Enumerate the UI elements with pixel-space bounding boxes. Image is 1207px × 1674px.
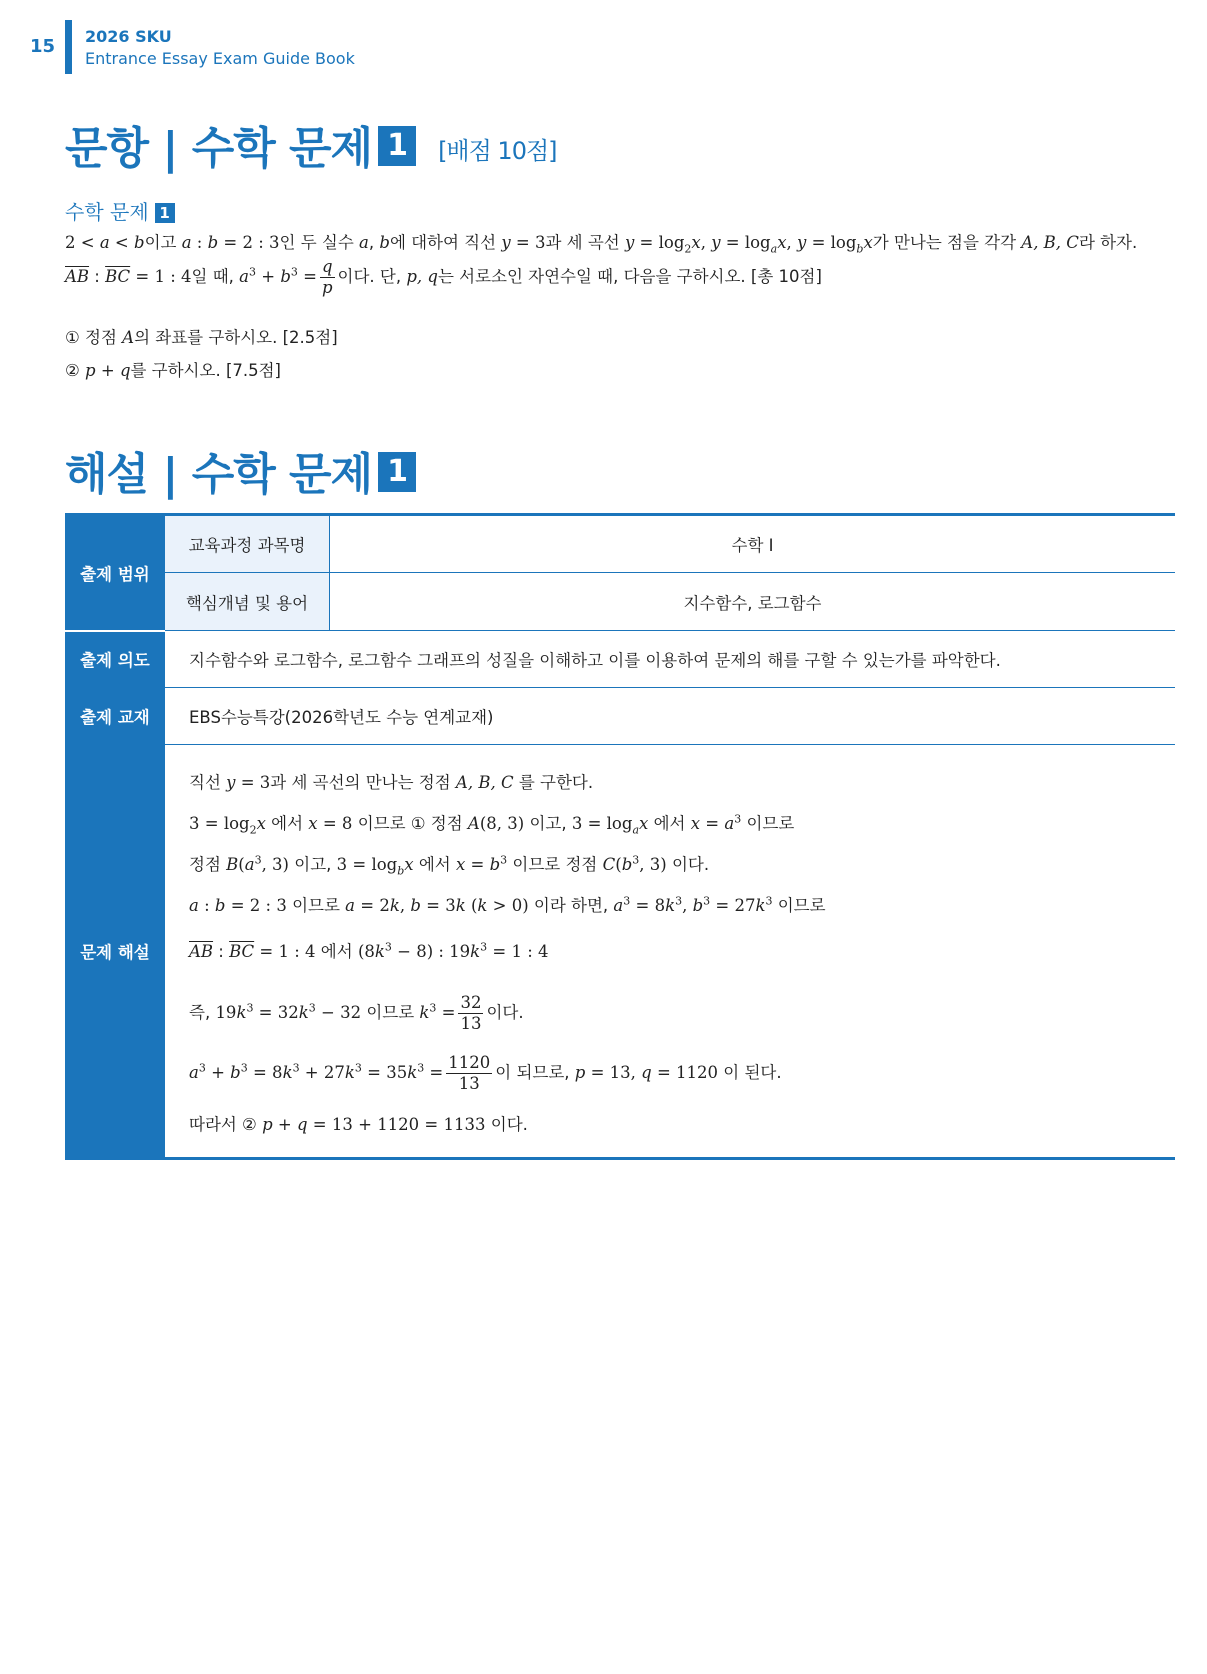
label-solution: 문제 해설 bbox=[65, 745, 165, 1159]
solution-heading-text: 해설 | 수학 문제 bbox=[65, 449, 373, 500]
solution-line-3: 정점 $B(a^3$, 3) 이고, $3 = \log_bx$ 에서 $x = b^3$ 이므로 정점 $C(b^3$, 3) 이다. bbox=[189, 853, 710, 878]
value-concept: 지수함수, 로그함수 bbox=[330, 573, 1176, 631]
header-line1: 2026 SKU bbox=[85, 27, 172, 46]
page-number: 15 bbox=[30, 36, 56, 57]
sub-question-2: ② p + q를 구하시오. [7.5점] bbox=[65, 361, 281, 380]
label-course: 교육과정 과목명 bbox=[165, 515, 330, 573]
solution-table bbox=[65, 513, 1175, 1160]
label-scope: 출제 범위 bbox=[65, 515, 165, 631]
value-textbook: EBS수능특강(2026학년도 수능 연계교재) bbox=[165, 688, 1175, 745]
solution-heading bbox=[65, 438, 416, 502]
solution-line-5: $\overline{AB}$ : $\overline{BC} = 1$ : 4 에서 $(8k^3 - 8)$ : $19k^3 = 1$ : 4 bbox=[189, 940, 549, 961]
label-concept: 핵심개념 및 용어 bbox=[165, 573, 330, 631]
header-accent-bar bbox=[65, 20, 72, 74]
solution-line-7: $a^3 + b^3 = 8k^3 + 27k^3 = 35k^3$ = $\frac{1120}{13}$ 이 되므로, p = 13, q = 1120 이 된다. bbox=[189, 1053, 782, 1093]
problem-line-2: $\overline{AB}$ : $\overline{BC} = 1$ : 4일 때, $a^3 + b^3$ = $\frac{q}{p}$ 이다. 단, p, q는 서로소인 자연수일 때, 다음을 구하시오. [총 10점] bbox=[65, 257, 822, 297]
label-textbook: 출제 교재 bbox=[65, 688, 165, 745]
question-badge: 1 bbox=[378, 126, 416, 166]
question-heading-text: 문항 | 수학 문제 bbox=[65, 123, 373, 174]
question-subtitle bbox=[65, 196, 175, 225]
solution-line-8: 따라서 ② p + q = 13 + 1120 = 1133 이다. bbox=[189, 1115, 528, 1134]
question-points: [배점 10점] bbox=[438, 137, 557, 165]
solution-badge: 1 bbox=[378, 452, 416, 492]
question-subtitle-badge: 1 bbox=[155, 203, 175, 223]
value-intent: 지수함수와 로그함수, 로그함수 그래프의 성질을 이해하고 이를 이용하여 문제의 해를 구할 수 있는가를 파악한다. bbox=[165, 631, 1175, 688]
header-title bbox=[85, 26, 355, 70]
solution-line-6: 즉, $19k^3 = 32k^3 - 32$ 이므로 $k^3$ = $\frac{32}{13}$ 이다. bbox=[189, 993, 524, 1033]
label-intent: 출제 의도 bbox=[65, 631, 165, 688]
solution-body bbox=[165, 745, 1175, 1159]
solution-line-4: a : b = 2 : 3 이므로 a = 2k, b = 3k (k > 0) 이라 하면, $a^3 = 8k^3$, $b^3 = 27k^3$ 이므로 bbox=[189, 894, 826, 915]
header-line2: Entrance Essay Exam Guide Book bbox=[85, 49, 355, 68]
problem-line-1: 2 < a < b이고 a : b = 2 : 3인 두 실수 a, b에 대하여 직선 y = 3과 세 곡선 $y = \log_2x$, $y = \log_ax$, $y = \log_bx$가 만나는 점을 각각 A, B, C라 하자. bbox=[65, 233, 1138, 256]
question-subtitle-text: 수학 문제 bbox=[65, 200, 149, 224]
question-heading bbox=[65, 112, 557, 176]
value-course: 수학 I bbox=[330, 515, 1176, 573]
solution-line-2: $3 = \log_2x$ 에서 x = 8 이므로 ① 정점 A(8, 3) 이고, $3 = \log_ax$ 에서 $x = a^3$ 이므로 bbox=[189, 812, 795, 837]
sub-question-1: ① 정점 A의 좌표를 구하시오. [2.5점] bbox=[65, 328, 338, 347]
solution-line-1: 직선 y = 3과 세 곡선의 만나는 정점 A, B, C 를 구한다. bbox=[189, 773, 594, 792]
